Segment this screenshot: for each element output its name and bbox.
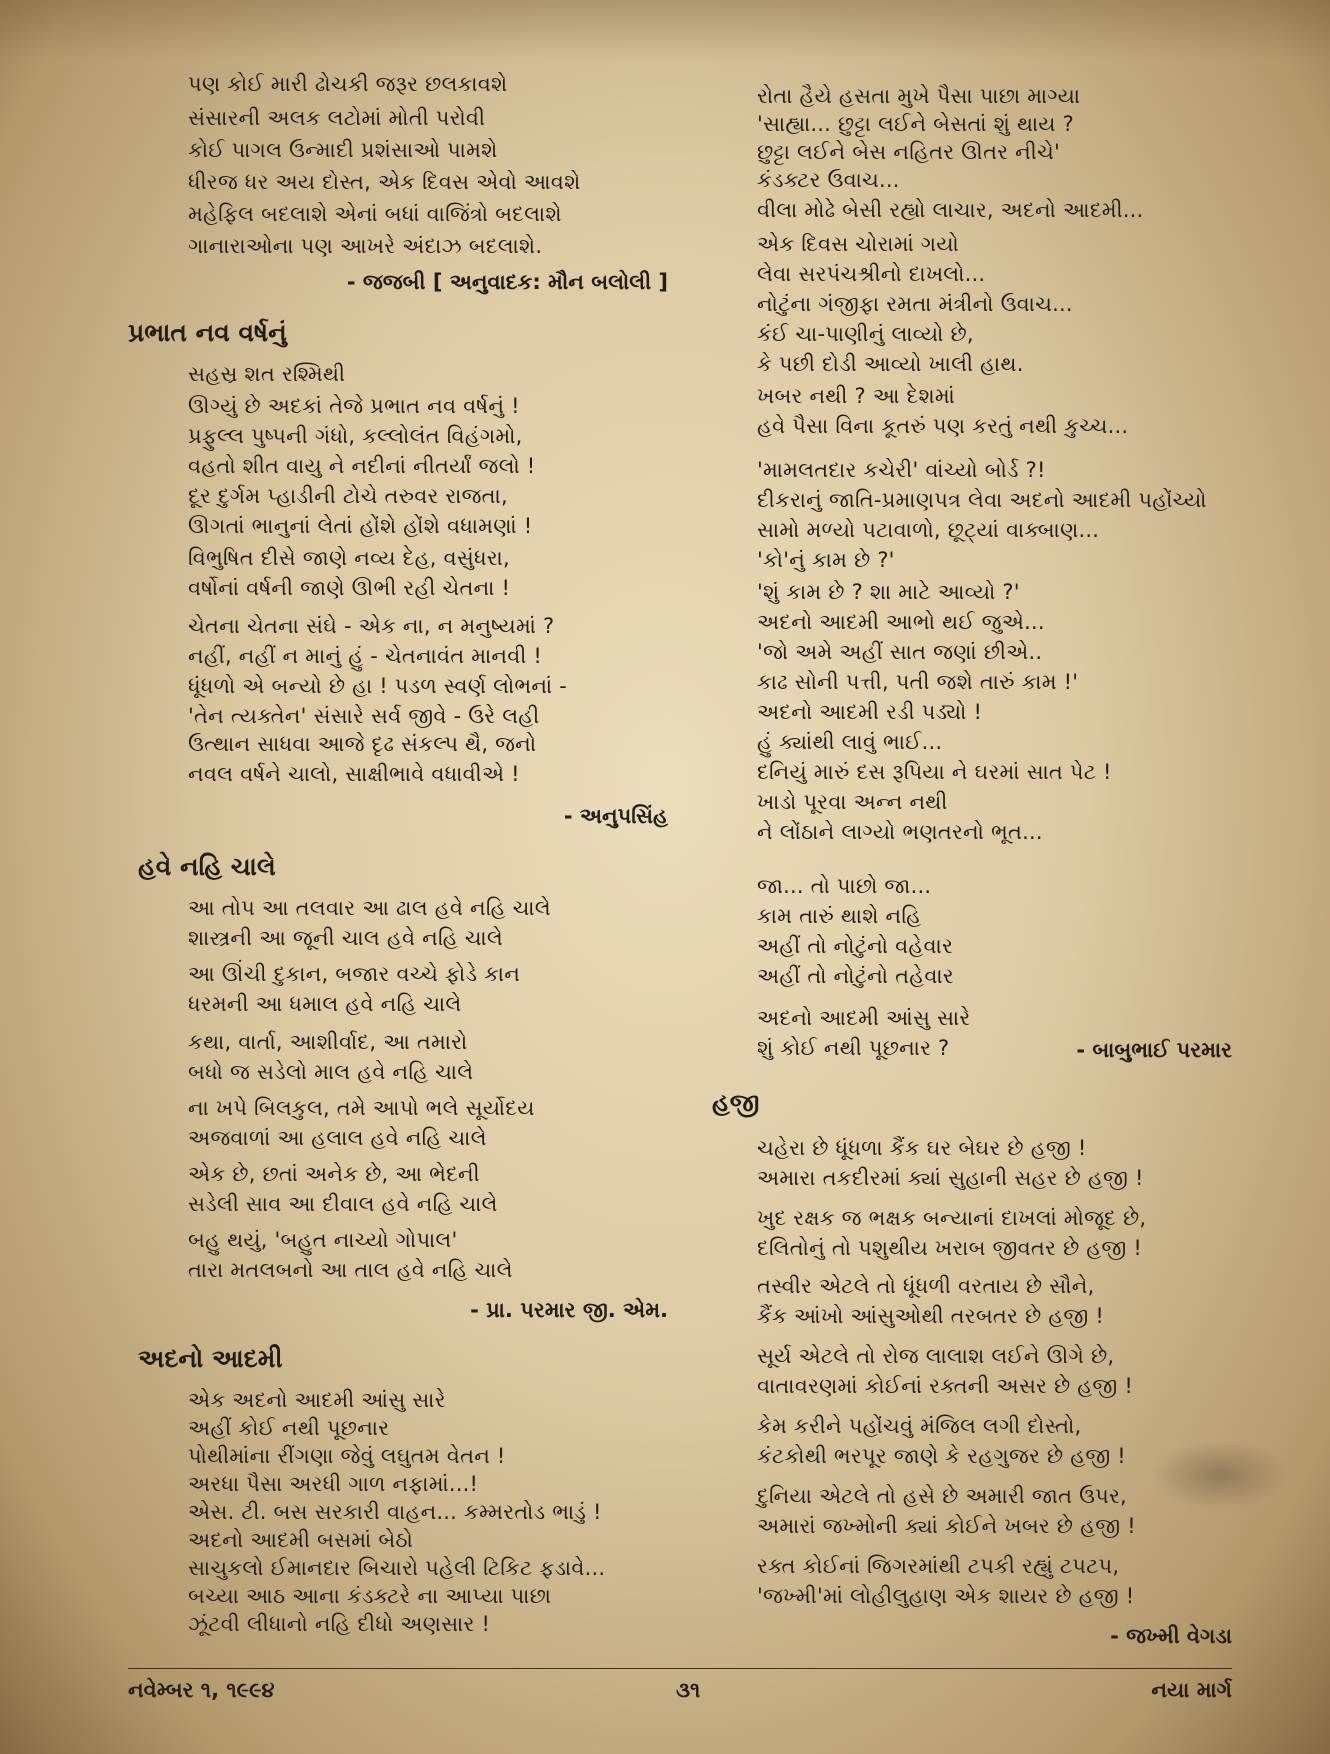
poem-line: ખબર નથી ? આ દેશમાં: [757, 384, 955, 408]
poem-line: રક્ત કોઈનાં જિગરમાંથી ટપકી રહ્યું ટપટપ,: [757, 1554, 1120, 1578]
poem-line: કાઢ સોની પત્તી, પતી જશે તારું કામ !': [757, 670, 1079, 694]
poem-line: દનિયું મારું દસ રૂપિયા ને ઘરમાં સાત પેટ !: [757, 760, 1112, 784]
poem-line: શાસ્ત્રની આ જૂની ચાલ હવે નહિ ચાલે: [188, 926, 503, 950]
poem-line: વિભુષિત દીસે જાણે નવ્ય દેહ, વસુંધરા,: [188, 546, 510, 570]
poem-line: નવલ વર્ષને ચાલો, સાક્ષીભાવે વધાવીએ !: [188, 762, 520, 786]
poem-line: ગાનારાઓના પણ આખરે અંદાઝ બદલાશે.: [188, 234, 543, 258]
poem-line: ના ખપે બિલકુલ, તમે આપો ભલે સૂર્યોદય: [188, 1096, 535, 1120]
paper-stain: [0, 0, 1330, 60]
poem-line: ધૂંધળો એ બન્યો છે હા ! પડળ સ્વર્ણ લોભનાં -: [188, 674, 568, 698]
poem-author: - બાબુભાઈ પરમાર: [1076, 1038, 1232, 1062]
poem-line: અદનો આદમી બસમાં બેઠો: [188, 1528, 414, 1552]
paper-stain: [1150, 1440, 1290, 1510]
poem-line: તસ્વીર એટલે તો ધૂંધળી વરતાય છે સૌને,: [757, 1274, 1095, 1298]
magazine-name: નયા માર્ગ: [1151, 1678, 1232, 1702]
poem-line: 'તેન ત્યક્તેન' સંસારે સર્વ જીવે - ઉરે લહી: [188, 704, 540, 728]
poem-line: છુટ્ટા લઈને બેસ નહિતર ઊતર નીચે': [757, 140, 1060, 164]
poem-line: કેમ કરીને પહોંચવું મંજિલ લગી દોસ્તો,: [757, 1414, 1082, 1438]
poem-line: વાતાવરણમાં કોઈનાં રક્તની અસર છે હજી !: [757, 1374, 1134, 1398]
poem-line: ચેતના ચેતના સંઘે - એક ના, ન મનુષ્યમાં ?: [188, 614, 555, 638]
poem-line: દીકરાનું જાતિ-પ્રમાણપત્ર લેવા અદનો આદમી પહોંચ્યો: [757, 488, 1207, 512]
footer-date: નવેમ્બર ૧, ૧૯૯૪: [128, 1678, 275, 1702]
poem-line: 'સાહ્યા... છુટ્ટા લઈને બેસતાં શું થાય ?: [757, 112, 1074, 136]
poem-line: મહેફિલ બદલાશે એનાં બધાં વાજિંત્રો બદલાશે: [188, 202, 562, 226]
poem-line: અહીં તો નોટુંનો વહેવાર: [757, 934, 954, 958]
poem-line: 'જખ્મી'માં લોહીલુહાણ એક શાયર છે હજી !: [757, 1584, 1135, 1608]
poem-line: જા... તો પાછો જા...: [757, 874, 932, 898]
poem-line: અહીં કોઈ નથી પૂછનાર: [188, 1416, 390, 1440]
poem-line: બચ્યા આઠ આના કંડક્ટરે ના આપ્યા પાછા: [188, 1584, 552, 1608]
poem-line: નોટુંના ગંજીફા રમતા મંત્રીનો ઉવાચ...: [757, 292, 1073, 316]
poem-line: કોઈ પાગલ ઉન્માદી પ્રશંસાઓ પામશે: [188, 138, 498, 162]
poem-line: એક દિવસ ચોરામાં ગયો: [757, 232, 959, 256]
poem-author: - જજબી [ અનુવાદક: મૌન બલોલી ]: [346, 270, 668, 294]
poem-line: વહતો શીત વાયુ ને નદીનાં નીતર્યાં જલો !: [188, 454, 536, 478]
poem-line: હું ક્યાંથી લાવું ભાઈ...: [757, 730, 943, 754]
poem-line: દુનિયા એટલે તો હસે છે અમારી જાત ઉપર,: [757, 1484, 1127, 1508]
poem-title: હજી: [712, 1088, 760, 1117]
poem-line: સાચુકલો ઈમાનદાર બિચારો પહેલી ટિકિટ ફડાવે...: [188, 1556, 606, 1580]
poem-line: ઉત્થાન સાધવા આજે દૃઢ સંકલ્પ થૈ, જનો: [188, 732, 537, 756]
poem-line: પણ કોઈ મારી ઢોચકી જરૂર છલકાવશે: [188, 72, 508, 96]
poem-line: આ તોપ આ તલવાર આ ઢાલ હવે નહિ ચાલે: [188, 896, 551, 920]
poem-line: કંડક્ટર ઉવાચ...: [757, 168, 900, 192]
poem-line: શું કોઈ નથી પૂછનાર ?: [757, 1036, 950, 1060]
poem-line: 'શું કામ છે ? શા માટે આવ્યો ?': [757, 580, 1020, 604]
poem-title: અદનો આદમી: [138, 1344, 283, 1373]
poem-title: પ્રભાત નવ વર્ષનું: [128, 318, 287, 347]
poem-author: - પ્રા. પરમાર જી. એમ.: [470, 1298, 668, 1322]
poem-line: સામો મળ્યો પટાવાળો, છૂટ્યાં વાક્બાણ...: [757, 518, 1100, 542]
poem-line: દૂર દુર્ગમ પ્હાડીની ટોચે તરુવર રાજતા,: [188, 484, 508, 508]
poem-line: નહીં, નહીં ન માનું હું - ચેતનાવંત માનવી !: [188, 644, 543, 668]
poem-line: દલિતોનું તો પશુથીય ખરાબ જીવતર છે હજી !: [757, 1236, 1142, 1260]
poem-line: અદનો આદમી રડી પડ્યો !: [757, 700, 983, 724]
poem-line: તારા મતલબનો આ તાલ હવે નહિ ચાલે: [188, 1258, 513, 1282]
poem-line: કંઈ ચા-પાણીનું લાવ્યો છે,: [757, 322, 974, 346]
poem-author: - અનુપસિંહ: [563, 804, 668, 828]
poem-line: એસ. ટી. બસ સરકારી વાહન... કમ્મરતોડ ભાડું !: [188, 1500, 602, 1524]
poem-line: અદનો આદમી આભો થઈ જુએ...: [757, 610, 1045, 634]
poem-line: સહસ્ર શત રશ્મિથી: [188, 362, 346, 386]
poem-line: આ ઊંચી દુકાન, બજાર વચ્ચે ફોડે કાન: [188, 962, 521, 986]
poem-line: એક છે, છતાં અનેક છે, આ ભેદની: [188, 1162, 480, 1186]
poem-line: ઝૂંટવી લીધાનો નહિ દીધો અણસાર !: [188, 1612, 491, 1636]
poem-line: વર્ષોનાં વર્ષની જાણે ઊભી રહી ચેતના !: [188, 576, 511, 600]
poem-line: ખુદ રક્ષક જ ભક્ષક બન્યાનાં દાખલાં મોજૂદ છે,: [757, 1206, 1147, 1230]
poem-line: અમારા તકદીરમાં ક્યાં સુહાની સહર છે હજી !: [757, 1166, 1144, 1190]
poem-line: અહીં તો નોટુંનો તહેવાર: [757, 964, 954, 988]
poem-line: લેવા સરપંચશ્રીનો દાખલો...: [757, 262, 986, 286]
poem-line: બધો જ સડેલો માલ હવે નહિ ચાલે: [188, 1060, 474, 1084]
poem-line: સંસારની અલક લટોમાં મોતી પરોવી: [188, 106, 486, 130]
poem-line: કંટકોથી ભરપૂર જાણે કે રહગુજર છે હજી !: [757, 1444, 1126, 1468]
poem-line: એક અદનો આદમી આંસુ સારે: [188, 1388, 446, 1412]
poem-line: અજવાળાં આ હલાલ હવે નહિ ચાલે: [188, 1126, 487, 1150]
poem-line: સડેલી સાવ આ દીવાલ હવે નહિ ચાલે: [188, 1192, 498, 1216]
poem-line: અરધા પૈસા અરધી ગાળ નફામાં...!: [188, 1472, 479, 1496]
poem-line: અદનો આદમી આંસુ સારે: [757, 1006, 971, 1030]
poem-line: કામ તારું થાશે નહિ: [757, 904, 922, 928]
poem-line: હવે પૈસા વિના કૂતરું પણ કરતું નથી કુચ્ચ...: [757, 414, 1129, 438]
poem-line: ધરમની આ ધમાલ હવે નહિ ચાલે: [188, 992, 462, 1016]
poem-line: રોતા હૈયે હસતા મુખે પૈસા પાછા માગ્યા: [757, 84, 1081, 108]
poem-line: 'મામલતદાર કચેરી' વાંચ્યો બોર્ડ ?!: [757, 458, 1046, 482]
poem-line: ખાડો પૂરવા અન્ન નથી: [757, 790, 948, 814]
poem-line: કે પછી દોડી આવ્યો ખાલી હાથ.: [757, 352, 1024, 376]
poem-line: 'જો અમે અહીં સાત જણાં છીએ..: [757, 640, 1043, 664]
poem-line: કથા, વાર્તા, આશીર્વાદ, આ તમારો: [188, 1030, 468, 1054]
footer-rule: [128, 1668, 1232, 1669]
poem-line: ચહેરા છે ધૂંધળા કૈંક ઘર બેઘર છે હજી !: [757, 1136, 1087, 1160]
poem-line: ને લોંઠાને લાગ્યો ભણતરનો ભૂત...: [757, 820, 1043, 844]
poem-line: અમારાં જખ્મોની ક્યાં કોઈને ખબર છે હજી !: [757, 1514, 1136, 1538]
poem-line: કૈંક આંખો આંસુઓથી તરબતર છે હજી !: [757, 1304, 1104, 1328]
page-number: ૩૧: [676, 1678, 701, 1702]
poem-line: વીલા મોઢે બેસી રહ્યો લાચાર, અદનો આદમી...: [757, 198, 1144, 222]
poem-line: 'કો'નું કામ છે ?': [757, 548, 895, 572]
poem-author: - જખ્મી વેગડા: [1110, 1624, 1232, 1648]
poem-line: ધીરજ ધર અય દોસ્ત, એક દિવસ એવો આવશે: [188, 170, 581, 194]
poem-line: ઊગતાં ભાનુનાં લેતાં હોંશે હોંશે વધામણાં !: [188, 514, 533, 538]
poem-line: ઊગ્યું છે અદકાં તેજે પ્રભાત નવ વર્ષનું !: [188, 394, 520, 418]
poem-line: પ્રફુલ્લ પુષ્પની ગંધો, કલ્લોલંત વિહંગમો,: [188, 424, 523, 448]
poem-title: હવે નહિ ચાલે: [138, 852, 276, 881]
poem-line: બહુ થયું, 'બહુત નાચ્યો ગોપાલ': [188, 1228, 458, 1252]
poem-line: પોથીમાંના રીંગણા જેવું લઘુતમ વેતન !: [188, 1444, 506, 1468]
poem-line: સૂર્ય એટલે તો રોજ લાલાશ લઈને ઊગે છે,: [757, 1344, 1115, 1368]
